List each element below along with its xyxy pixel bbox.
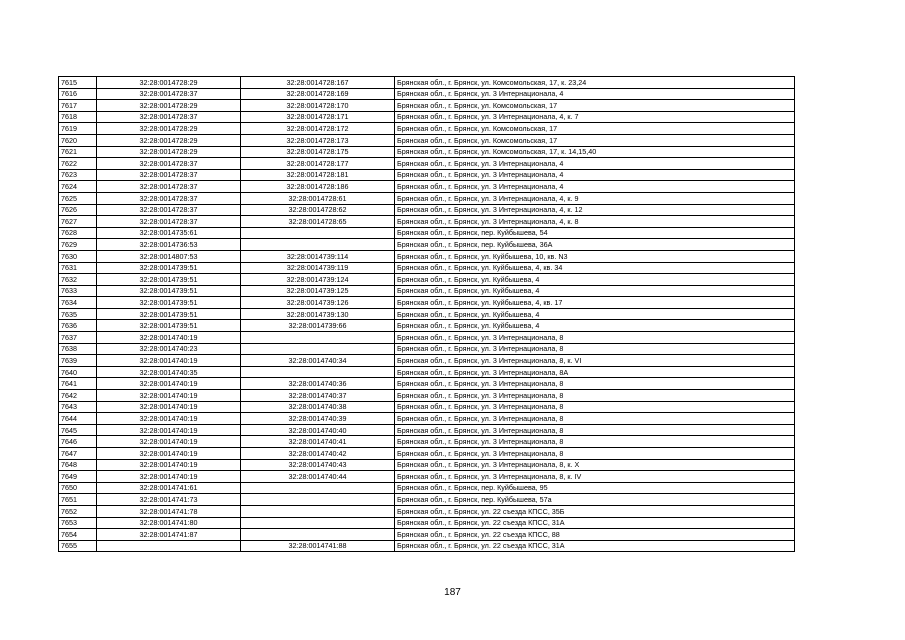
row-number-cell: 7623 <box>59 169 97 181</box>
parent-cadastral-number-cell: 32:28:0014728:37 <box>97 158 241 170</box>
address-cell: Брянская обл., г. Брянск, ул. 3 Интернационала, 4, к. 8 <box>395 216 795 228</box>
table-row <box>59 134 795 146</box>
row-number-cell: 7630 <box>59 250 97 262</box>
address-cell: Брянская обл., г. Брянск, ул. 3 Интернационала, 4 <box>395 88 795 100</box>
row-number-cell: 7648 <box>59 459 97 471</box>
address-cell: Брянская обл., г. Брянск, ул. 22 съезда КПСС, 31А <box>395 517 795 529</box>
table-row <box>59 390 795 402</box>
address-cell: Брянская обл., г. Брянск, ул. 3 Интернационала, 8 <box>395 390 795 402</box>
cadastral-number-cell: 32:28:0014741:88 <box>241 540 395 552</box>
parent-cadastral-number-cell: 32:28:0014739:51 <box>97 285 241 297</box>
table-row <box>59 285 795 297</box>
address-cell: Брянская обл., г. Брянск, ул. 3 Интернационала, 8, к. VI <box>395 355 795 367</box>
parent-cadastral-number-cell: 32:28:0014740:19 <box>97 390 241 402</box>
parent-cadastral-number-cell: 32:28:0014740:19 <box>97 459 241 471</box>
cadastral-number-cell: 32:28:0014739:66 <box>241 320 395 332</box>
table-row <box>59 227 795 239</box>
table-row <box>59 540 795 552</box>
row-number-cell: 7625 <box>59 192 97 204</box>
parent-cadastral-number-cell: 32:28:0014740:19 <box>97 401 241 413</box>
parent-cadastral-number-cell: 32:28:0014735:61 <box>97 227 241 239</box>
address-cell: Брянская обл., г. Брянск, ул. 3 Интернационала, 4 <box>395 158 795 170</box>
cadastral-table <box>58 76 795 552</box>
cadastral-number-cell <box>241 494 395 506</box>
parent-cadastral-number-cell: 32:28:0014740:19 <box>97 413 241 425</box>
cadastral-number-cell: 32:28:0014728:61 <box>241 192 395 204</box>
row-number-cell: 7653 <box>59 517 97 529</box>
cadastral-number-cell <box>241 529 395 541</box>
cadastral-number-cell: 32:28:0014728:62 <box>241 204 395 216</box>
table-row <box>59 343 795 355</box>
address-cell: Брянская обл., г. Брянск, ул. 3 Интернационала, 8 <box>395 332 795 344</box>
page-number: 187 <box>444 587 461 598</box>
table-row <box>59 378 795 390</box>
address-cell: Брянская обл., г. Брянск, ул. 22 съезда КПСС, 35Б <box>395 505 795 517</box>
cadastral-number-cell: 32:28:0014739:119 <box>241 262 395 274</box>
address-cell: Брянская обл., г. Брянск, ул. 22 съезда КПСС, 88 <box>395 529 795 541</box>
address-cell: Брянская обл., г. Брянск, ул. 3 Интернационала, 8 <box>395 401 795 413</box>
row-number-cell: 7634 <box>59 297 97 309</box>
parent-cadastral-number-cell: 32:28:0014728:29 <box>97 77 241 89</box>
table-row <box>59 482 795 494</box>
address-cell: Брянская обл., г. Брянск, ул. Куйбышева, 4 <box>395 285 795 297</box>
address-cell: Брянская обл., г. Брянск, ул. 3 Интернационала, 8 <box>395 343 795 355</box>
address-cell: Брянская обл., г. Брянск, ул. 3 Интернационала, 8, к. IV <box>395 471 795 483</box>
table-row <box>59 262 795 274</box>
address-cell: Брянская обл., г. Брянск, ул. 3 Интернационала, 8 <box>395 448 795 460</box>
cadastral-number-cell: 32:28:0014740:40 <box>241 424 395 436</box>
table-row <box>59 505 795 517</box>
cadastral-number-cell: 32:28:0014740:38 <box>241 401 395 413</box>
cadastral-number-cell: 32:28:0014740:36 <box>241 378 395 390</box>
parent-cadastral-number-cell: 32:28:0014728:37 <box>97 111 241 123</box>
parent-cadastral-number-cell: 32:28:0014741:87 <box>97 529 241 541</box>
table-row <box>59 366 795 378</box>
row-number-cell: 7652 <box>59 505 97 517</box>
address-cell: Брянская обл., г. Брянск, пер. Куйбышева, 54 <box>395 227 795 239</box>
row-number-cell: 7615 <box>59 77 97 89</box>
table-row <box>59 88 795 100</box>
table-row <box>59 77 795 89</box>
row-number-cell: 7646 <box>59 436 97 448</box>
row-number-cell: 7624 <box>59 181 97 193</box>
parent-cadastral-number-cell: 32:28:0014728:29 <box>97 146 241 158</box>
row-number-cell: 7629 <box>59 239 97 251</box>
address-cell: Брянская обл., г. Брянск, ул. Куйбышева, 4 <box>395 274 795 286</box>
row-number-cell: 7635 <box>59 308 97 320</box>
address-cell: Брянская обл., г. Брянск, ул. Комсомольская, 17 <box>395 123 795 135</box>
row-number-cell: 7654 <box>59 529 97 541</box>
cadastral-number-cell: 32:28:0014728:175 <box>241 146 395 158</box>
table-row <box>59 250 795 262</box>
address-cell: Брянская обл., г. Брянск, ул. Комсомольская, 17 <box>395 100 795 112</box>
parent-cadastral-number-cell: 32:28:0014739:51 <box>97 274 241 286</box>
table-row <box>59 424 795 436</box>
cadastral-number-cell: 32:28:0014739:124 <box>241 274 395 286</box>
parent-cadastral-number-cell: 32:28:0014728:37 <box>97 216 241 228</box>
table-row <box>59 494 795 506</box>
table-row <box>59 436 795 448</box>
cadastral-number-cell <box>241 517 395 529</box>
parent-cadastral-number-cell: 32:28:0014728:37 <box>97 204 241 216</box>
cadastral-number-cell <box>241 366 395 378</box>
row-number-cell: 7650 <box>59 482 97 494</box>
cadastral-number-cell: 32:28:0014728:171 <box>241 111 395 123</box>
row-number-cell: 7643 <box>59 401 97 413</box>
row-number-cell: 7627 <box>59 216 97 228</box>
parent-cadastral-number-cell: 32:28:0014741:80 <box>97 517 241 529</box>
table-row <box>59 192 795 204</box>
parent-cadastral-number-cell: 32:28:0014740:19 <box>97 355 241 367</box>
table-row <box>59 158 795 170</box>
parent-cadastral-number-cell: 32:28:0014736:53 <box>97 239 241 251</box>
table-row <box>59 111 795 123</box>
table-row <box>59 204 795 216</box>
parent-cadastral-number-cell: 32:28:0014728:29 <box>97 100 241 112</box>
row-number-cell: 7639 <box>59 355 97 367</box>
row-number-cell: 7622 <box>59 158 97 170</box>
parent-cadastral-number-cell: 32:28:0014740:35 <box>97 366 241 378</box>
cadastral-number-cell: 32:28:0014739:130 <box>241 308 395 320</box>
parent-cadastral-number-cell: 32:28:0014741:61 <box>97 482 241 494</box>
cadastral-number-cell: 32:28:0014739:125 <box>241 285 395 297</box>
cadastral-number-cell <box>241 482 395 494</box>
address-cell: Брянская обл., г. Брянск, ул. Куйбышева, 4 <box>395 320 795 332</box>
row-number-cell: 7617 <box>59 100 97 112</box>
address-cell: Брянская обл., г. Брянск, ул. Куйбышева, 4, кв. 34 <box>395 262 795 274</box>
row-number-cell: 7655 <box>59 540 97 552</box>
parent-cadastral-number-cell: 32:28:0014728:37 <box>97 88 241 100</box>
cadastral-number-cell: 32:28:0014739:114 <box>241 250 395 262</box>
row-number-cell: 7641 <box>59 378 97 390</box>
row-number-cell: 7636 <box>59 320 97 332</box>
cadastral-number-cell: 32:28:0014740:39 <box>241 413 395 425</box>
cadastral-number-cell: 32:28:0014740:43 <box>241 459 395 471</box>
address-cell: Брянская обл., г. Брянск, ул. Куйбышева, 4, кв. 17 <box>395 297 795 309</box>
address-cell: Брянская обл., г. Брянск, ул. Комсомольская, 17, к. 23,24 <box>395 77 795 89</box>
row-number-cell: 7651 <box>59 494 97 506</box>
table-row <box>59 297 795 309</box>
table-row <box>59 448 795 460</box>
table-row <box>59 100 795 112</box>
parent-cadastral-number-cell: 32:28:0014741:78 <box>97 505 241 517</box>
row-number-cell: 7619 <box>59 123 97 135</box>
row-number-cell: 7631 <box>59 262 97 274</box>
parent-cadastral-number-cell: 32:28:0014728:37 <box>97 181 241 193</box>
table-row <box>59 471 795 483</box>
cadastral-number-cell: 32:28:0014740:44 <box>241 471 395 483</box>
cadastral-number-cell: 32:28:0014728:186 <box>241 181 395 193</box>
table-row <box>59 320 795 332</box>
parent-cadastral-number-cell: 32:28:0014739:51 <box>97 297 241 309</box>
parent-cadastral-number-cell: 32:28:0014728:37 <box>97 169 241 181</box>
address-cell: Брянская обл., г. Брянск, ул. Комсомольская, 17, к. 14,15,40 <box>395 146 795 158</box>
address-cell: Брянская обл., г. Брянск, ул. 22 съезда КПСС, 31А <box>395 540 795 552</box>
row-number-cell: 7649 <box>59 471 97 483</box>
row-number-cell: 7618 <box>59 111 97 123</box>
parent-cadastral-number-cell: 32:28:0014740:19 <box>97 471 241 483</box>
table-row <box>59 517 795 529</box>
cadastral-number-cell: 32:28:0014728:167 <box>241 77 395 89</box>
parent-cadastral-number-cell: 32:28:0014741:73 <box>97 494 241 506</box>
address-cell: Брянская обл., г. Брянск, ул. 3 Интернационала, 4 <box>395 181 795 193</box>
address-cell: Брянская обл., г. Брянск, ул. 3 Интернационала, 4 <box>395 169 795 181</box>
address-cell: Брянская обл., г. Брянск, ул. 3 Интернационала, 8А <box>395 366 795 378</box>
cadastral-number-cell: 32:28:0014728:170 <box>241 100 395 112</box>
cadastral-number-cell <box>241 505 395 517</box>
table-row <box>59 413 795 425</box>
parent-cadastral-number-cell: 32:28:0014740:19 <box>97 424 241 436</box>
cadastral-number-cell <box>241 227 395 239</box>
table-row <box>59 308 795 320</box>
row-number-cell: 7620 <box>59 134 97 146</box>
address-cell: Брянская обл., г. Брянск, ул. 3 Интернационала, 4, к. 12 <box>395 204 795 216</box>
row-number-cell: 7628 <box>59 227 97 239</box>
address-cell: Брянская обл., г. Брянск, ул. 3 Интернационала, 8 <box>395 436 795 448</box>
address-cell: Брянская обл., г. Брянск, ул. 3 Интернационала, 4, к. 9 <box>395 192 795 204</box>
address-cell: Брянская обл., г. Брянск, ул. Куйбышева, 10, кв. N3 <box>395 250 795 262</box>
parent-cadastral-number-cell: 32:28:0014739:51 <box>97 320 241 332</box>
cadastral-number-cell: 32:28:0014728:65 <box>241 216 395 228</box>
row-number-cell: 7640 <box>59 366 97 378</box>
address-cell: Брянская обл., г. Брянск, пер. Куйбышева, 57а <box>395 494 795 506</box>
address-cell: Брянская обл., г. Брянск, ул. 3 Интернационала, 4, к. 7 <box>395 111 795 123</box>
row-number-cell: 7626 <box>59 204 97 216</box>
parent-cadastral-number-cell: 32:28:0014728:29 <box>97 134 241 146</box>
table-row <box>59 239 795 251</box>
row-number-cell: 7645 <box>59 424 97 436</box>
cadastral-number-cell: 32:28:0014740:34 <box>241 355 395 367</box>
parent-cadastral-number-cell: 32:28:0014740:23 <box>97 343 241 355</box>
address-cell: Брянская обл., г. Брянск, ул. 3 Интернационала, 8 <box>395 413 795 425</box>
table-row <box>59 169 795 181</box>
parent-cadastral-number-cell: 32:28:0014740:19 <box>97 436 241 448</box>
cadastral-number-cell: 32:28:0014728:173 <box>241 134 395 146</box>
row-number-cell: 7642 <box>59 390 97 402</box>
cadastral-table-body <box>59 77 795 552</box>
address-cell: Брянская обл., г. Брянск, ул. 3 Интернационала, 8 <box>395 378 795 390</box>
cadastral-number-cell: 32:28:0014728:177 <box>241 158 395 170</box>
parent-cadastral-number-cell: 32:28:0014807:53 <box>97 250 241 262</box>
table-row <box>59 274 795 286</box>
address-cell: Брянская обл., г. Брянск, ул. Комсомольская, 17 <box>395 134 795 146</box>
parent-cadastral-number-cell: 32:28:0014740:19 <box>97 448 241 460</box>
cadastral-number-cell: 32:28:0014740:42 <box>241 448 395 460</box>
cadastral-number-cell <box>241 332 395 344</box>
cadastral-number-cell <box>241 239 395 251</box>
address-cell: Брянская обл., г. Брянск, ул. Куйбышева, 4 <box>395 308 795 320</box>
table-row <box>59 355 795 367</box>
table-row <box>59 529 795 541</box>
parent-cadastral-number-cell: 32:28:0014728:37 <box>97 192 241 204</box>
row-number-cell: 7633 <box>59 285 97 297</box>
row-number-cell: 7621 <box>59 146 97 158</box>
cadastral-number-cell: 32:28:0014739:126 <box>241 297 395 309</box>
table-row <box>59 332 795 344</box>
address-cell: Брянская обл., г. Брянск, пер. Куйбышева, 95 <box>395 482 795 494</box>
row-number-cell: 7638 <box>59 343 97 355</box>
address-cell: Брянская обл., г. Брянск, ул. 3 Интернационала, 8 <box>395 424 795 436</box>
table-row <box>59 401 795 413</box>
row-number-cell: 7637 <box>59 332 97 344</box>
cadastral-number-cell: 32:28:0014740:41 <box>241 436 395 448</box>
table-row <box>59 123 795 135</box>
table-row <box>59 181 795 193</box>
cadastral-number-cell: 32:28:0014728:181 <box>241 169 395 181</box>
table-row <box>59 216 795 228</box>
row-number-cell: 7647 <box>59 448 97 460</box>
parent-cadastral-number-cell: 32:28:0014739:51 <box>97 308 241 320</box>
parent-cadastral-number-cell: 32:28:0014740:19 <box>97 378 241 390</box>
parent-cadastral-number-cell: 32:28:0014740:19 <box>97 332 241 344</box>
table-row <box>59 146 795 158</box>
row-number-cell: 7632 <box>59 274 97 286</box>
address-cell: Брянская обл., г. Брянск, пер. Куйбышева, 36А <box>395 239 795 251</box>
row-number-cell: 7644 <box>59 413 97 425</box>
table-row <box>59 459 795 471</box>
cadastral-number-cell: 32:28:0014740:37 <box>241 390 395 402</box>
cadastral-number-cell <box>241 343 395 355</box>
row-number-cell: 7616 <box>59 88 97 100</box>
parent-cadastral-number-cell: 32:28:0014739:51 <box>97 262 241 274</box>
address-cell: Брянская обл., г. Брянск, ул. 3 Интернационала, 8, к. X <box>395 459 795 471</box>
parent-cadastral-number-cell <box>97 540 241 552</box>
cadastral-number-cell: 32:28:0014728:169 <box>241 88 395 100</box>
parent-cadastral-number-cell: 32:28:0014728:29 <box>97 123 241 135</box>
cadastral-number-cell: 32:28:0014728:172 <box>241 123 395 135</box>
